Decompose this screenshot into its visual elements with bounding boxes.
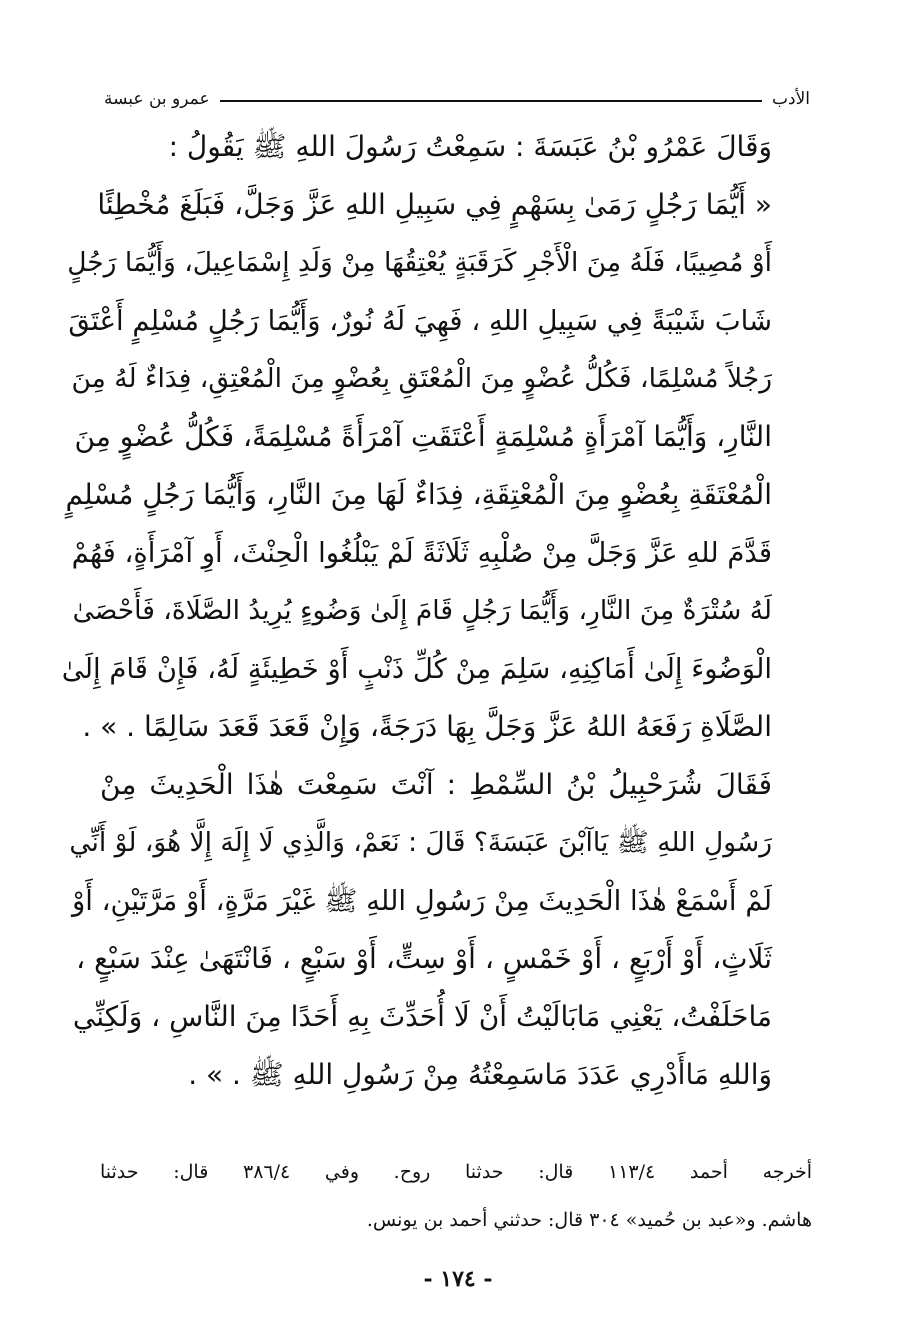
section-title: عمرو بن عبسة [104,89,210,109]
text-line: الصَّلَاةِ رَفَعَهُ اللهُ عَزَّ وَجَلَّ بِهَا دَرَجَةً، وَإِنْ قَعَدَ قَعَدَ سَالِمًا . » . [82,710,772,743]
chapter-title: الأدب [772,89,810,109]
paragraph-dialogue [69,756,812,1104]
text-line: « أَيُّمَا رَجُلٍ رَمَىٰ بِسَهْمٍ فِي سَبِيلِ اللهِ عَزَّ وَجَلَّ، فَبَلَغَ مُخْطِئًا [97,188,772,221]
text-line: شَابَ شَيْبَةً فِي سَبِيلِ اللهِ ، فَهِيَ لَهُ نُورٌ، وَأَيُّمَا رَجُلٍ مُسْلِمٍ أَعْتَقَ [68,305,772,337]
footnote [100,1148,812,1244]
text-line: الْمُعْتَقَةِ بِعُضْوٍ مِنَ الْمُعْتِقَةِ، فِدَاءٌ لَهَا مِنَ النَّارِ، وَأَيُّمَا رَجُلٍ مُسْلِمٍ [65,478,772,511]
text-line: ثَلَاثٍ، أَوْ أَرْبَعٍ ، أَوْ خَمْسٍ ، أَوْ سِتٍّ، أَوْ سَبْعٍ ، فَانْتَهَىٰ عِنْدَ سَبْعٍ ، [76,942,772,975]
text-line: فَقَالَ شُرَحْبِيلُ بْنُ السِّمْطِ : آنْتَ سَمِعْتَ هٰذَا الْحَدِيثَ مِنْ [100,768,772,801]
text-line: أَوْ مُصِيبًا، فَلَهُ مِنَ الْأَجْرِ كَرَقَبَةٍ يُعْتِقُهَا مِنْ وَلَدِ إِسْمَاعِيلَ، وَأَيُّمَا رَجُلٍ [67,247,772,278]
text-line: وَقَالَ عَمْرُو بْنُ عَبَسَةَ : سَمِعْتُ رَسُولَ اللهِ ﷺ يَقُولُ : [168,130,772,163]
text-line: النَّارِ، وَأَيُّمَا آمْرَأَةٍ مُسْلِمَةٍ أَعْتَقَتِ آمْرَأَةً مُسْلِمَةً، فَكُلُّ عُضْوٍ مِنَ [74,420,772,453]
body-text [61,118,812,1104]
text-line: وَاللهِ مَاأَدْرِي عَدَدَ مَاسَمِعْتُهُ مِنْ رَسُولِ اللهِ ﷺ . » . [188,1058,772,1091]
header-rule [220,100,762,102]
page-number: - ١٧٤ - [423,1266,493,1292]
text-line: رَسُولِ اللهِ ﷺ يَاآبْنَ عَبَسَةَ؟ قَالَ : نَعَمْ، وَالَّذِي لَا إِلَهَ إِلَّا هُوَ، لَوْ أَنِّي [69,827,772,858]
footnote-line: أخرجه أحمد ١١٣/٤ قال: حدثنا روح. وفي ٣٨٦/٤ قال: حدثنا [100,1161,813,1183]
paragraph-intro [100,118,812,176]
text-line: لَمْ أَسْمَعْ هٰذَا الْحَدِيثَ مِنْ رَسُولِ اللهِ ﷺ غَيْرَ مَرَّةٍ، أَوْ مَرَّتَيْنِ، أَوْ [71,885,772,917]
text-line: لَهُ سُتْرَةٌ مِنَ النَّارِ، وَأَيُّمَا رَجُلٍ قَامَ إِلَىٰ وَضُوءٍ يُرِيدُ الصَّلَاةَ، فَأَحْصَىٰ [72,595,772,626]
paragraph-hadith [61,176,812,756]
text-line: قَدَّمَ للهِ عَزَّ وَجَلَّ مِنْ صُلْبِهِ ثَلَاثَةً لَمْ يَبْلُغُوا الْحِنْثَ، أَوِ آمْرَأَةٍ، فَهُمْ [71,537,772,569]
footnote-line: هاشم. و«عبد بن حُميد» ٣٠٤ قال: حدثني أحمد بن يونس. [366,1209,812,1231]
text-line: الْوَضُوءَ إِلَىٰ أَمَاكِنِهِ، سَلِمَ مِنْ كُلِّ ذَنْبٍ أَوْ خَطِيئَةٍ لَهُ، فَإِنْ قَامَ إِلَىٰ [61,653,772,685]
text-line: مَاحَلَفْتُ، يَعْنِي مَابَالَيْتُ أَنْ لَا أُحَدِّثَ بِهِ أَحَدًا مِنَ النَّاسِ ، وَلَكِنِّي [72,1000,772,1033]
running-header [104,86,810,112]
text-line: رَجُلاً مُسْلِمًا، فَكُلُّ عُضْوٍ مِنَ الْمُعْتَقِ بِعُضْوٍ مِنَ الْمُعْتِقِ، فِدَاءٌ لَهُ مِنَ [71,363,772,394]
